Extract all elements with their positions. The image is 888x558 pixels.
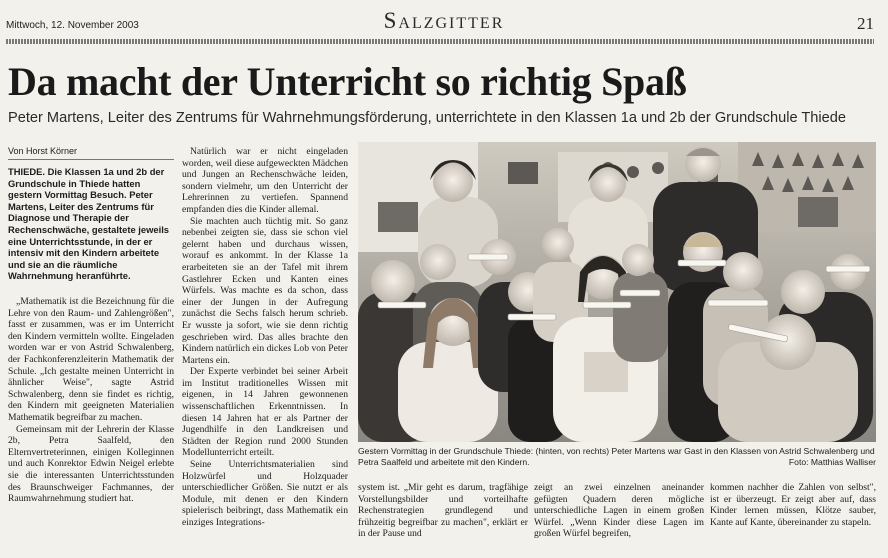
photo-credit: Foto: Matthias Walliser xyxy=(788,457,876,467)
class-photo xyxy=(358,142,876,442)
byline: Von Horst Körner xyxy=(8,146,174,160)
header-rule xyxy=(6,39,874,44)
bottom-column-2: zeigt an zwei einzelnen aneinander gefügten Quadern deren mögliche unterschiedliche Lagen in einem großen Würfel. „Wenn Kinder diese Lagen im großen Würfel begreifen, xyxy=(534,482,704,540)
column-1-paragraph-2: Gemeinsam mit der Lehrerin der Klasse 2b, Petra Saalfeld, den Elternvertreterinnen, einigen Kolleginnen und auch Konrektor Edwin Neigel erlebte sie die interessanten Unterrichtsstunden des Braunschweiger Fachmannes, der Raumwahrnehmung studiert hat. xyxy=(8,423,174,505)
column-2 xyxy=(182,146,348,554)
column-1-paragraph-1: „Mathematik ist die Bezeichnung für die Lehre von den Raum- und Zahlengrößen", fasst er zusammen, was er im Unterricht den Kindern vermitteln wollte. Eingeladen worden war er von Astrid Schwalenberg, der Fachkonferenzleiterin Mathematik der Schule. „Ich gestalte meinen Unterricht in ähnlicher Weise", sagte Astrid Schwalenberg, denn sie findet es richtig, den Kindern mit geeigneten Materialien Mathematik begreifbar zu machen. xyxy=(8,296,174,423)
headline: Da macht der Unterricht so richtig Spaß xyxy=(8,59,687,104)
column-2-paragraph-1: Natürlich war er nicht eingeladen worden, weil diese aufgeweckten Mädchen und Jungen an Rechenschwäche leiden, sondern vielmehr, um den Unterricht der Lehrerinnen zu vertiefen. Spannend empfanden dies die Kinder allemal. xyxy=(182,146,348,215)
photo-caption xyxy=(358,446,876,468)
page-number: 21 xyxy=(857,14,874,33)
bottom-column-3: kommen nachher die Zahlen von selbst", ist er überzeugt. Er zeigt aber auf, dass Kinder lernen müssen, Klötze sauber, Kante auf Kante, übereinander zu stapeln. xyxy=(710,482,876,528)
bottom-column-1: system ist. „Mir geht es darum, tragfähige Vorstellungsbilder und vorteilhafte Rechenstrategien grundlegend und frühzeitig begreifbar zu machen", erklärt er in der Pause und xyxy=(358,482,528,540)
subheadline: Peter Martens, Leiter des Zentrums für Wahrnehmungsförderung, unterrichtete in den Klassen 1a und 2b der Grundschule Thiede xyxy=(8,110,846,126)
caption-text: Gestern Vormittag in der Grundschule Thiede: (hinten, von rechts) Peter Martens war Gast in den Klassen von Astrid Schwalenberg und Petra Saalfeld und arbeitete mit den Kindern. xyxy=(358,446,875,467)
column-1 xyxy=(8,296,174,556)
column-2-paragraph-2: Sie machten auch tüchtig mit. So ganz nebenbei zeigten sie, dass sie schon viel gelernt haben und durchaus wissen, worauf es ankommt. In der Klasse 1a erarbeiteten sie an der Tafel mit ihrem Gastlehrer Ecken und Kanten eines Würfels. Was machte es da schon, dass einer der Jungen in der Aufregung zunächst die Sechs falsch herum schrieb. Er wusste ja sofort, wie sie denn richtig geschrieben wird. Das alles brachte den Kindern natürlich ein dickes Lob von Peter Martens ein. xyxy=(182,215,348,366)
column-2-paragraph-4: Seine Unterrichtsmaterialien sind Holzwürfel und Holzquader unterschiedlicher Größen. Sie nutzt er als Module, mit denen er den Kindern spielerisch beibringt, dass Mathematik ein einziges Integrations- xyxy=(182,459,348,528)
issue-date: Mittwoch, 12. November 2003 xyxy=(6,20,139,31)
lead-paragraph: THIEDE. Die Klassen 1a und 2b der Grundschule in Thiede hatten gestern Vormittag Besuch. Peter Martens, Leiter des Zentrums für Diagnose und Therapie der Rechenschwäche, gestaltete jeweils eine Unterrichtsstunde, in der er intensiv mit den Kindern arbeitete und sie an die räumliche Wahrnehmung heranführte. xyxy=(8,166,170,282)
section-title: Salzgitter xyxy=(383,8,505,33)
column-2-paragraph-3: Der Experte verbindet bei seiner Arbeit im Institut traditionelles Wissen mit eigenen, in 14 Jahren gewonnenen wissenschaftlichen Erkenntnissen. In diesen 14 Jahren hat er als Partner der Jugendhilfe in den Landkreisen und Städten der Region rund 2000 Stunden Modellunterricht erteilt. xyxy=(182,366,348,459)
